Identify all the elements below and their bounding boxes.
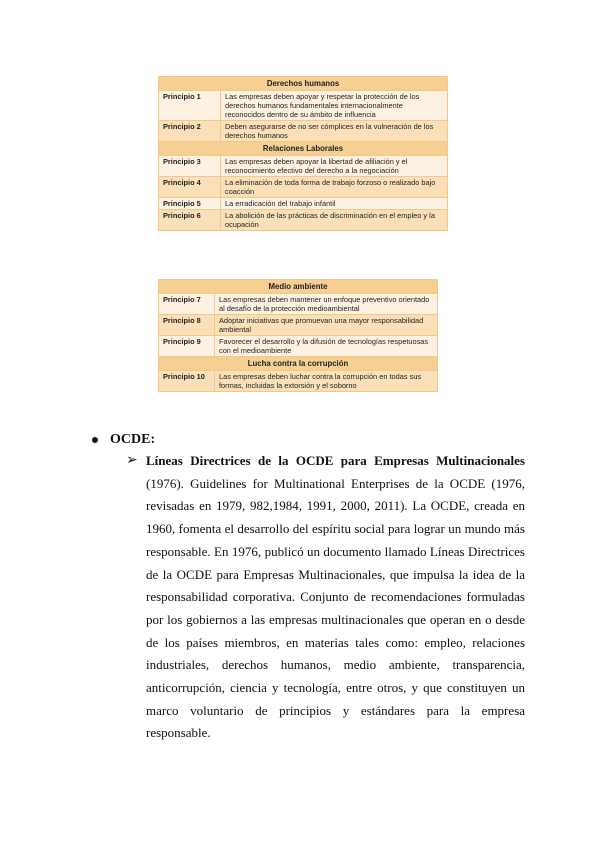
- principle-row: [159, 315, 438, 336]
- principles-table-2: [158, 279, 438, 392]
- ocde-paragraph: [146, 450, 525, 745]
- principle-label: Principio 4: [159, 177, 221, 198]
- principle-label: Principio 5: [159, 198, 221, 210]
- principle-row: [159, 156, 448, 177]
- guidelines-body: (1976). Guidelines for Multinational Enterprises de la OCDE (1976, revisadas en 1979, 982,1984, 1991, 2000, 2011). La OCDE, creada en 1960, fomenta el desarrollo del espíritu social para lograr un mundo más responsable. En 1976, publicó un documento llamado Líneas Directrices de la OCDE para Empresas Multinacionales, que impulsa la idea de la responsabilidad corporativa. Conjunto de recomendaciones formuladas por los gobiernos a las empresas multinacionales que operan en o desde de los países miembros, en materias tales como: empleo, relaciones industriales, derechos humanos, medio ambiente, transparencia, anticorrupción, ciencia y tecnología, entre otros, y que constituyen un marco voluntario de principios y estándares para la empresa responsable.: [146, 475, 525, 741]
- guidelines-title: Líneas Directrices de la OCDE para Empresas Multinacionales: [146, 453, 525, 468]
- principle-text: Adoptar iniciativas que promuevan una mayor responsabilidad ambiental: [215, 315, 438, 336]
- principle-row: [159, 371, 438, 392]
- section-heading-row: [159, 142, 448, 156]
- section-heading: Relaciones Laborales: [159, 142, 448, 156]
- section-heading: Lucha contra la corrupción: [159, 357, 438, 371]
- principle-text: La eliminación de toda forma de trabajo forzoso o realizado bajo coacción: [221, 177, 448, 198]
- principle-label: Principio 6: [159, 210, 221, 231]
- principles-table-1: [158, 76, 448, 231]
- section-heading-row: [159, 357, 438, 371]
- principle-text: Favorecer el desarrollo y la difusión de tecnologías respetuosas con el medioambiente: [215, 336, 438, 357]
- principle-row: [159, 91, 448, 121]
- principle-label: Principio 10: [159, 371, 215, 392]
- principle-row: [159, 336, 438, 357]
- section-heading: Medio ambiente: [159, 280, 438, 294]
- section-heading-row: [159, 280, 438, 294]
- principle-text: Las empresas deben mantener un enfoque preventivo orientado al desafío de la protección medioambiental: [215, 294, 438, 315]
- principle-row: [159, 198, 448, 210]
- principle-text: Deben asegurarse de no ser cómplices en la vulneración de los derechos humanos: [221, 121, 448, 142]
- arrow-bullet-icon: ➢: [126, 453, 138, 468]
- section-heading: Derechos humanos: [159, 77, 448, 91]
- principle-label: Principio 9: [159, 336, 215, 357]
- principle-text: Las empresas deben luchar contra la corrupción en todas sus formas, incluidas la extorsión y el soborno: [215, 371, 438, 392]
- principle-row: [159, 294, 438, 315]
- principle-text: La erradicación del trabajo infantil: [221, 198, 448, 210]
- principle-row: [159, 177, 448, 198]
- principle-row: [159, 121, 448, 142]
- principle-label: Principio 8: [159, 315, 215, 336]
- principle-row: [159, 210, 448, 231]
- principle-label: Principio 7: [159, 294, 215, 315]
- ocde-bullet: [92, 432, 155, 448]
- principle-text: Las empresas deben apoyar la libertad de afiliación y el reconocimiento efectivo del derecho a la negociación: [221, 156, 448, 177]
- principle-text: Las empresas deben apoyar y respetar la protección de los derechos humanos fundamentales internacionalmente reconocidos dentro de su ámbito de influencia: [221, 91, 448, 121]
- principle-text: La abolición de las prácticas de discriminación en el empleo y la ocupación: [221, 210, 448, 231]
- section-heading-row: [159, 77, 448, 91]
- principle-label: Principio 3: [159, 156, 221, 177]
- principle-label: Principio 2: [159, 121, 221, 142]
- principle-label: Principio 1: [159, 91, 221, 121]
- bullet-dot-icon: [92, 437, 98, 443]
- ocde-label: OCDE:: [110, 432, 156, 447]
